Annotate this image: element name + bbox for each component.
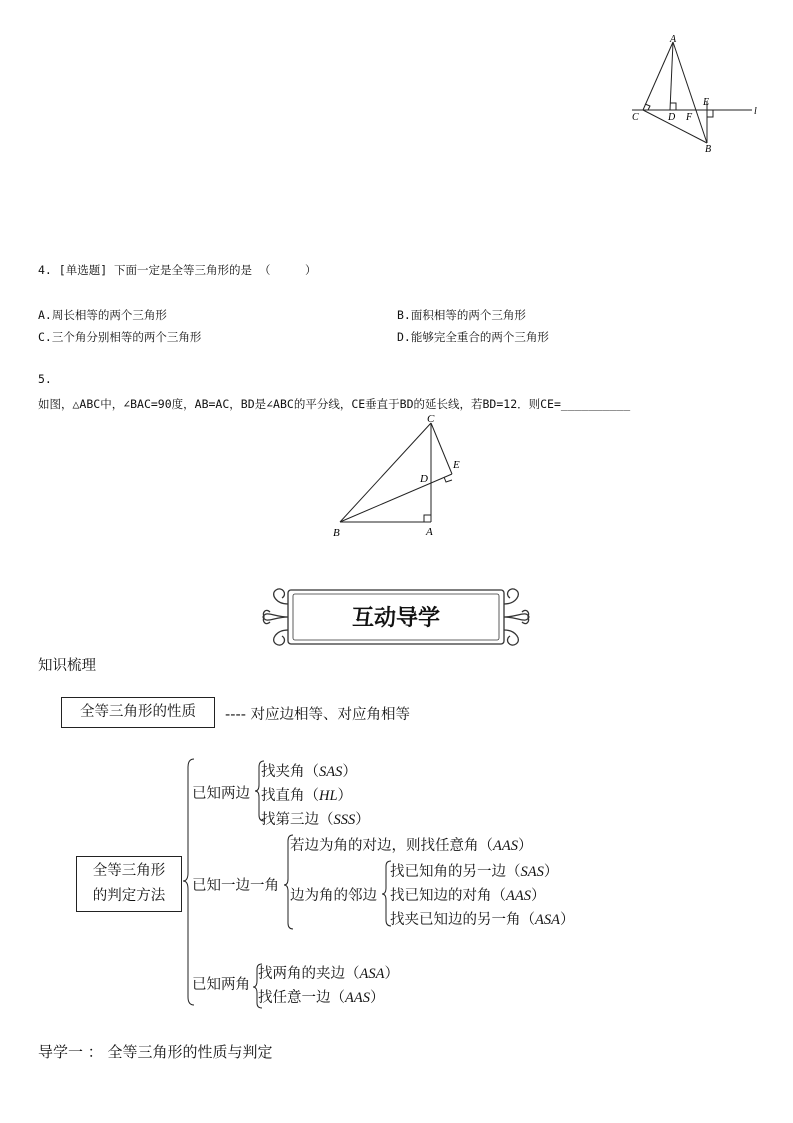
opposite-case: 若边为角的对边，则找任意角（AAS） [290,838,533,854]
label-l: l [754,106,757,117]
adjacent-item: 找夹已知边的另一角（ASA） [390,912,575,928]
label-d: D [420,473,428,485]
label-f: F [686,112,693,123]
label-a: A [670,34,677,45]
judge-method-box [76,856,182,912]
judge-box-line2: 的判定方法 [92,888,166,904]
q5-stem: 如图，△ABC中，∠BAC=90度，AB=AC，BD是∠ABC的平分线，CE垂直于BD的延长线，若BD=12．则CE=__________ [38,397,631,411]
adjacent-item: 找已知角的另一边（SAS） [390,864,559,880]
two-sides-item: 找夹角（SAS） [261,764,357,780]
property-box: 全等三角形的性质 [61,697,215,728]
label-e: E [453,459,460,471]
q4-stem: 4. [单选题] 下面一定是全等三角形的是 （ ） [38,263,317,277]
adjacent-case-label: 边为角的邻边 [290,888,377,904]
q4-option-b[interactable]: B.面积相等的两个三角形 [397,308,526,322]
q4-option-d[interactable]: D.能够完全重合的两个三角形 [397,330,549,344]
two-sides-item: 找直角（HL） [261,788,353,804]
q5-number: 5. [38,372,52,386]
two-angles-item: 找任意一边（AAS） [258,990,385,1006]
two-sides-item: 找第三边（SSS） [261,812,370,828]
two-angles-label: 已知两角 [192,977,250,993]
property-text: ---- 对应边相等、对应角相等 [225,707,411,723]
figure-right-triangle-bisector [325,410,465,540]
label-c: C [427,413,435,425]
label-d: D [668,112,676,123]
two-sides-label: 已知两边 [192,786,250,802]
label-b: B [333,527,340,539]
adjacent-item: 找已知边的对角（AAS） [390,888,546,904]
knowledge-heading: 知识梳理 [38,658,96,674]
q4-option-a[interactable]: A.周长相等的两个三角形 [38,308,167,322]
label-c: C [632,112,639,123]
label-b: B [705,144,712,155]
guide-title: 导学一 ： 全等三角形的性质与判定 [38,1043,273,1061]
judge-box-line1: 全等三角形 [92,863,166,879]
side-angle-label: 已知一边一角 [192,878,279,894]
q4-option-c[interactable]: C.三个角分别相等的两个三角形 [38,330,202,344]
label-e: E [703,97,710,108]
label-a: A [426,526,433,538]
figure-triangle-line-l [620,30,770,155]
section-banner [260,584,532,650]
banner-title: 互动导学 [351,605,441,631]
two-angles-item: 找两角的夹边（ASA） [258,966,399,982]
